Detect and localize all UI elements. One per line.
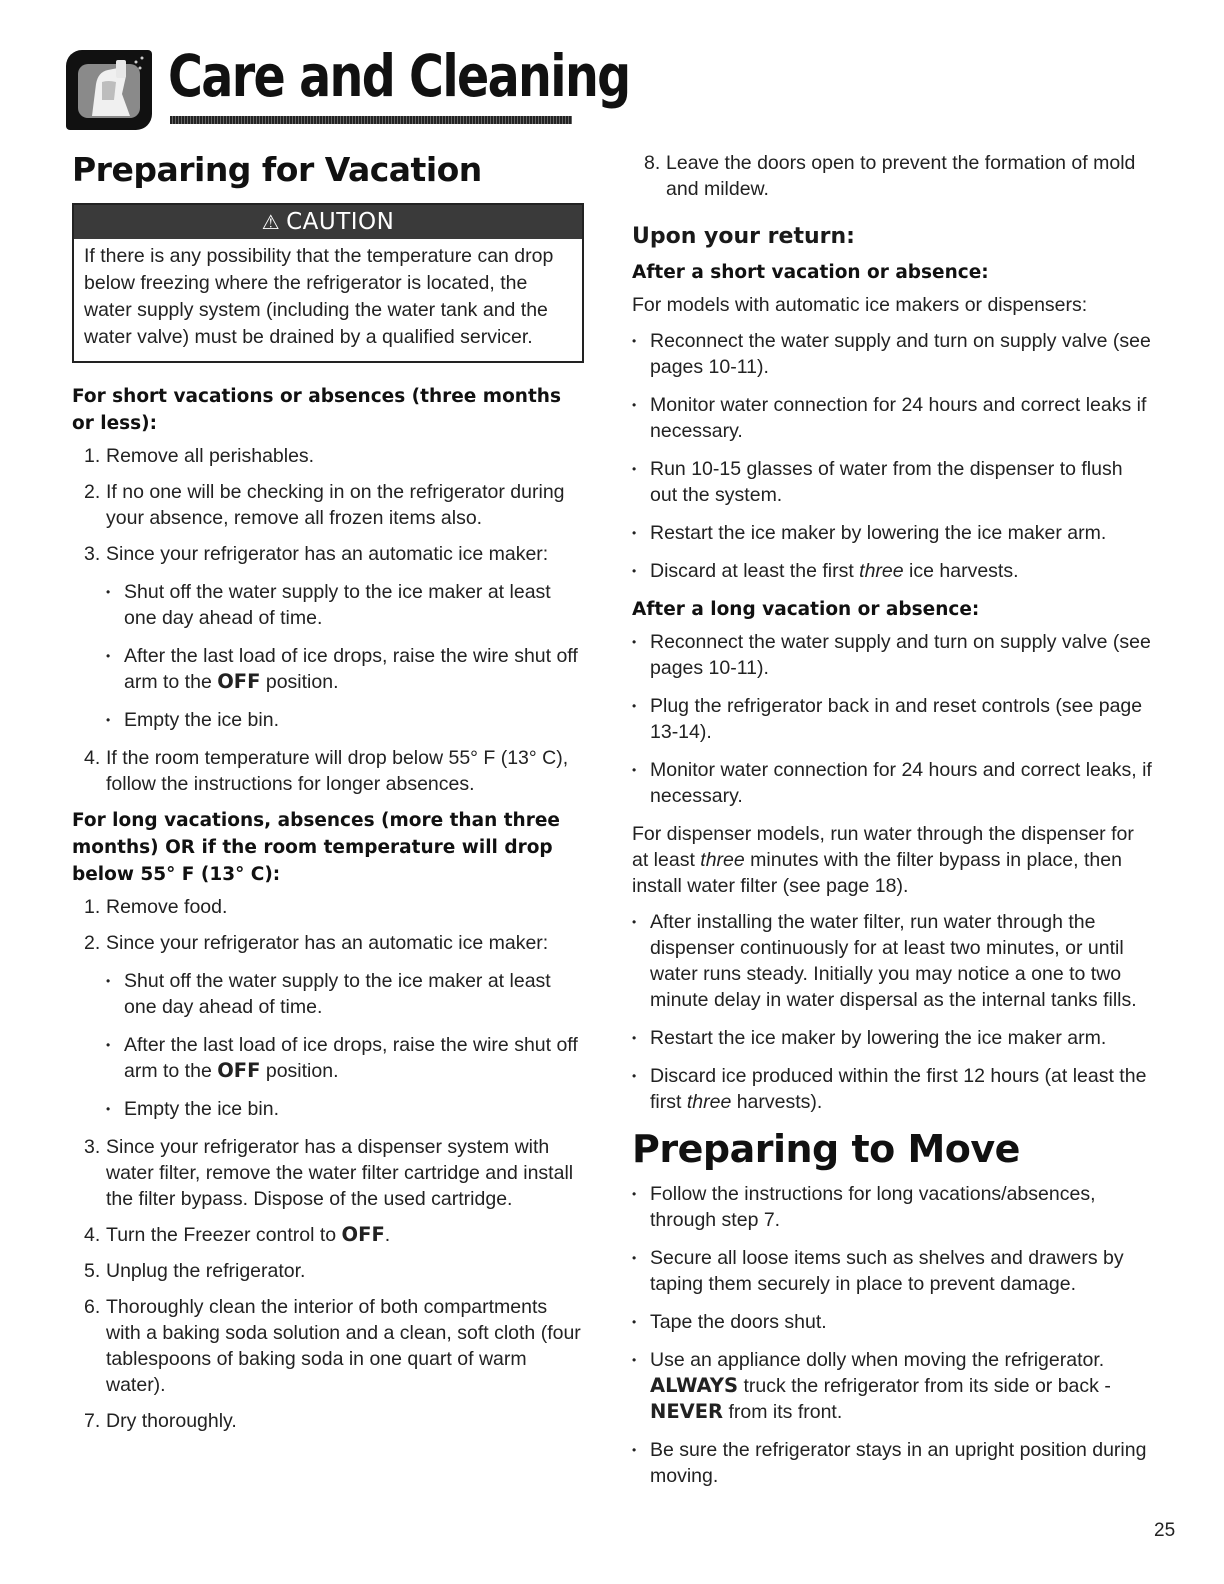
list-item: • Tape the doors shut. [632,1311,827,1333]
list-item: • Plug the refrigerator back in and reset controls (see page 13-14). [632,695,1143,743]
list-item: • Empty the ice bin. [106,709,279,731]
cleaning-hand-icon [66,50,152,130]
vacation-heading: Preparing for Vacation [72,150,482,189]
list-item: 3. Since your refrigerator has a dispenser system with water filter, remove the water filter cartridge and install the filter bypass. Dispose of the used cartridge. [84,1136,574,1210]
caution-text: If there is any possibility that the temperature can drop below freezing where the refrigerator is located, the water supply system (including the water tank and the water valve) must be drained by a qualified servicer. [84,245,554,348]
long-return-bullets [632,629,1152,809]
list-item: • Secure all loose items such as shelves and drawers by taping them securely in place to prevent damage. [632,1247,1124,1295]
list-item: • After the last load of ice drops, raise the wire shut off arm to the OFF position. [106,1034,578,1082]
caution-label: CAUTION [286,209,395,235]
ice-maker-substeps [106,579,584,733]
list-item: 3. Since your refrigerator has an automatic ice maker: • Shut off the water supply to the ice maker at least one day ahead of time. • After the last load of ice drops, raise the wire shut off arm to the OFF position. • Empty the ice bin. [72,541,584,735]
list-item: • After the last load of ice drops, raise the wire shut off arm to the OFF position. [106,645,578,693]
list-item: • Restart the ice maker by lowering the ice maker arm. [632,522,1107,544]
list-item: 4. Turn the Freezer control to OFF. [84,1223,391,1246]
list-item: 2. Since your refrigerator has an automatic ice maker: • Shut off the water supply to the ice maker at least one day ahead of time. • After the last load of ice drops, raise the wire shut off arm to the OFF position. • Empty the ice bin. [72,930,584,1124]
list-item: 2. If no one will be checking in on the refrigerator during your absence, remove all frozen items also. [84,481,565,529]
long-return-heading: After a long vacation or absence: [632,599,980,620]
list-item: • Monitor water connection for 24 hours and correct leaks, if necessary. [632,759,1152,807]
header-rule [170,116,572,124]
list-item: • Follow the instructions for long vacations/absences, through step 7. [632,1183,1096,1231]
long-vacation-steps [72,894,584,1434]
short-return-intro: For models with automatic ice makers or dispensers: [632,294,1088,316]
ice-maker-substeps [106,968,584,1122]
list-item: • Restart the ice maker by lowering the ice maker arm. [632,1027,1107,1049]
short-return-heading: After a short vacation or absence: [632,262,989,283]
list-item: • Reconnect the water supply and turn on supply valve (see pages 10-11). [632,631,1151,679]
list-item: 6. Thoroughly clean the interior of both compartments with a baking soda solution and a clean, soft cloth (four tablespoons of baking soda in one quart of warm water). [84,1296,581,1396]
list-item: 1. Remove food. [84,896,228,918]
header-title: Care and Cleaning [168,42,630,110]
short-return-bullets [632,328,1152,584]
list-item: 7. Dry thoroughly. [84,1410,237,1432]
left-column [72,150,584,1444]
move-bullets [632,1181,1152,1489]
short-vacation-steps [72,443,584,797]
return-heading: Upon your return: [632,224,855,249]
list-item: • Empty the ice bin. [106,1098,279,1120]
caution-bar [74,205,582,239]
list-item: 8. Leave the doors open to prevent the formation of mold and mildew. [644,152,1136,200]
list-item: • Use an appliance dolly when moving the refrigerator. ALWAYS truck the refrigerator from its side or back - NEVER from its front. [632,1349,1111,1423]
right-column [632,150,1152,1501]
list-item: 1. Remove all perishables. [84,445,315,467]
list-item: • Shut off the water supply to the ice maker at least one day ahead of time. [106,970,551,1018]
list-item: • After installing the water filter, run water through the dispenser continuously for at least two minutes, or until water runs steady. Initially you may notice a one to two minute delay in water dispersal as the internal tanks fills. [632,911,1137,1011]
caution-box [72,203,584,363]
page-header [66,40,630,132]
list-item: • Be sure the refrigerator stays in an upright position during moving. [632,1439,1147,1487]
page-number: 25 [1154,1520,1176,1541]
list-item: • Run 10-15 glasses of water from the dispenser to flush out the system. [632,458,1123,506]
list-item: 5. Unplug the refrigerator. [84,1260,306,1282]
list-item: • Monitor water connection for 24 hours and correct leaks if necessary. [632,394,1147,442]
dispenser-bullets [632,909,1152,1115]
warning-triangle-icon: ⚠ [261,210,281,234]
long-vacation-heading: For long vacations, absences (more than three months) OR if the room temperature will drop below 55° F (13° C): [72,810,560,885]
list-item: 4. If the room temperature will drop below 55° F (13° C), follow the instructions for longer absences. [84,747,569,795]
short-vacation-heading: For short vacations or absences (three months or less): [72,386,561,434]
long-vacation-steps-continued [632,150,1152,202]
list-item: • Reconnect the water supply and turn on supply valve (see pages 10-11). [632,330,1151,378]
move-heading: Preparing to Move [632,1127,1020,1171]
list-item: • Discard ice produced within the first 12 hours (at least the first three harvests). [632,1065,1147,1113]
list-item: • Discard at least the first three ice harvests. [632,560,1019,582]
dispenser-paragraph: For dispenser models, run water through the dispenser for at least three minutes with the filter bypass in place, then install water filter (see page 18). [632,823,1134,897]
list-item: • Shut off the water supply to the ice maker at least one day ahead of time. [106,581,551,629]
